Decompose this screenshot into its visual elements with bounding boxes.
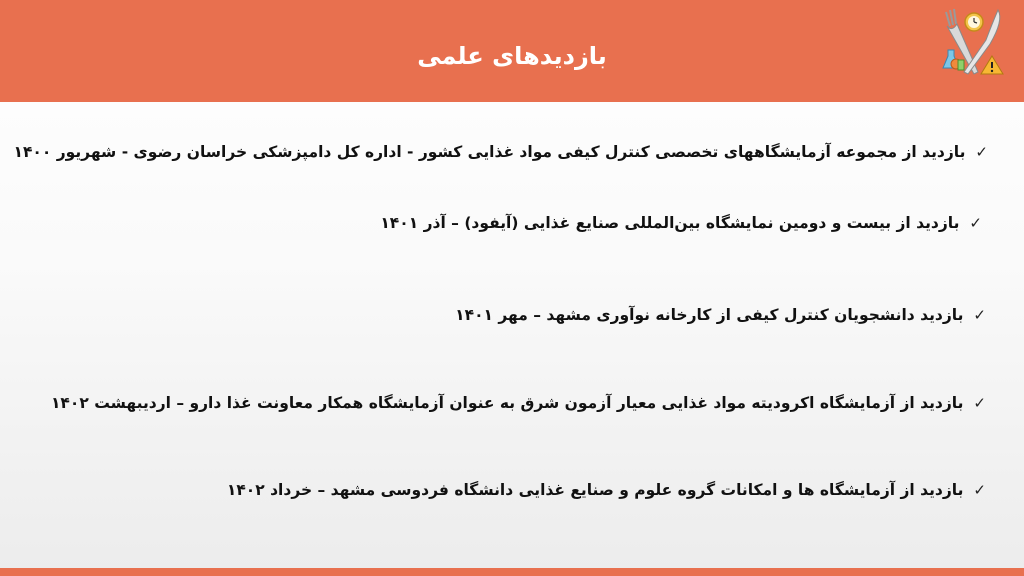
- food-safety-logo-icon: [938, 6, 1008, 78]
- list-item-text: بازدید از آزمایشگاه ها و امکانات گروه علوم و صنایع غذایی دانشگاه فردوسی مشهد – خرداد ۱۴۰۲: [226, 481, 964, 499]
- list-item: [227, 479, 986, 501]
- list-item: [51, 392, 986, 414]
- list-item-text: بازدید دانشجویان کنترل کیفی از کارخانه نوآوری مشهد – مهر ۱۴۰۱: [455, 306, 964, 324]
- list-item-text: بازدید از مجموعه آزمایشگاههای تخصصی کنترل کیفی مواد غذایی کشور - اداره کل دامپزشکی خراسان رضوی - شهریور ۱۴۰۰: [13, 143, 966, 161]
- list-item: [455, 304, 986, 326]
- page-title: بازدیدهای علمی: [417, 42, 607, 70]
- list-item-text: بازدید از بیست و دومین نمایشگاه بین‌المللی صنایع غذایی (آیفود) – آذر ۱۴۰۱: [380, 214, 960, 232]
- checkmark-icon: ✓: [973, 394, 986, 412]
- checkmark-icon: ✓: [975, 143, 988, 161]
- list-item: [380, 212, 982, 234]
- checkmark-icon: ✓: [973, 481, 986, 499]
- list-item: [13, 141, 988, 163]
- list-item-text: بازدید از آزمایشگاه اکرودیته مواد غذایی معیار آزمون شرق به عنوان آزمایشگاه همکار معاونت غذا دارو – اردیبهشت ۱۴۰۲: [50, 394, 964, 412]
- footer-bar: [0, 568, 1024, 576]
- checkmark-icon: ✓: [969, 214, 982, 232]
- checkmark-icon: ✓: [973, 306, 986, 324]
